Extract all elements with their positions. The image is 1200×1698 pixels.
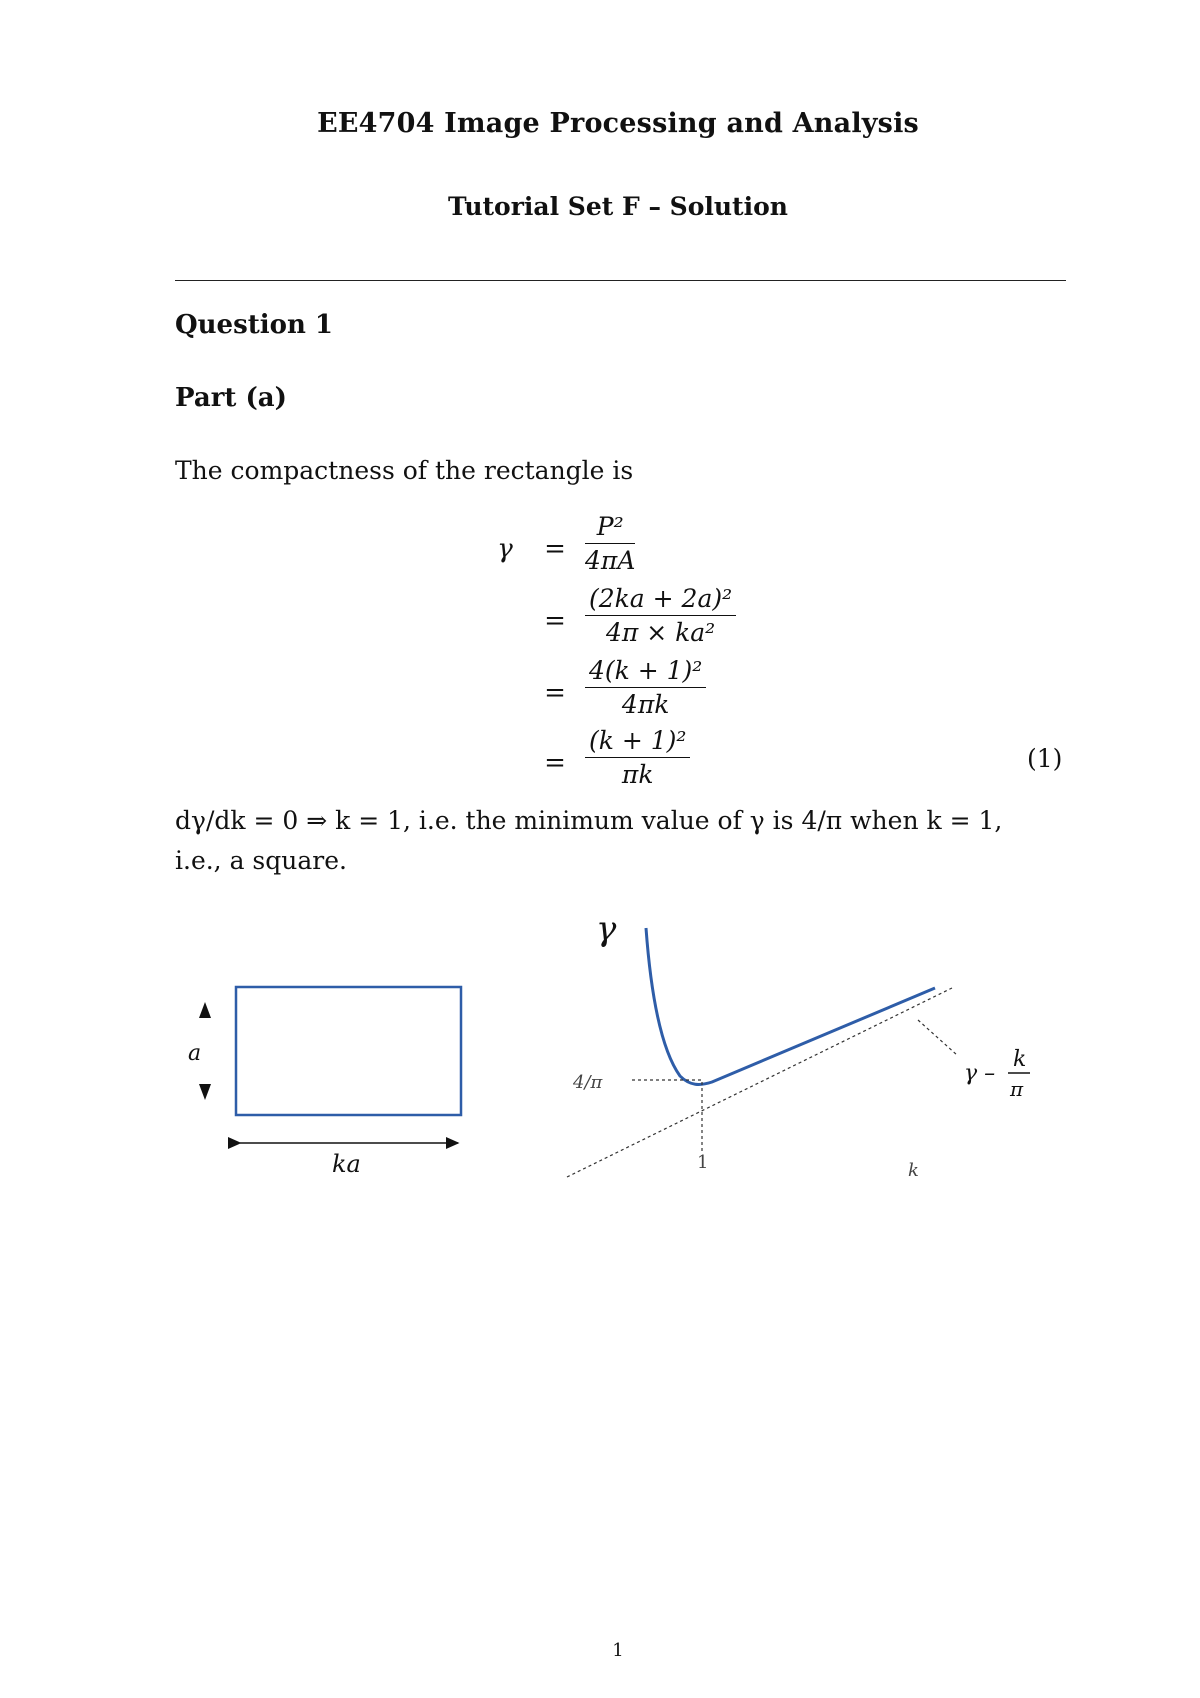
y-axis-label: γ <box>596 909 617 949</box>
intro-text: The compactness of the rectangle is <box>175 456 634 485</box>
conclusion-line-2: i.e., a square. <box>175 846 347 875</box>
x-axis-label: k <box>908 1160 919 1181</box>
fraction-numerator: (2ka + 2a)² <box>585 584 736 616</box>
fraction <box>585 584 736 647</box>
fraction-numerator: 4(k + 1)² <box>585 656 706 688</box>
equals-sign: = <box>544 748 566 778</box>
asymptote-numerator: k <box>1013 1047 1027 1072</box>
fraction-numerator: P² <box>585 512 635 544</box>
document-title: EE4704 Image Processing and Analysis <box>317 108 919 139</box>
equals-sign: = <box>544 606 566 636</box>
equation-number: (1) <box>1027 744 1063 773</box>
rectangle-shape <box>236 987 461 1115</box>
width-label: ka <box>332 1150 361 1178</box>
rectangle-diagram <box>188 987 461 1178</box>
equals-sign: = <box>544 678 566 708</box>
fraction <box>585 726 690 789</box>
gamma-curve <box>646 928 935 1084</box>
fraction-denominator: 4π × ka² <box>605 618 716 647</box>
height-label: a <box>188 1041 202 1066</box>
fraction-numerator: (k + 1)² <box>585 726 690 758</box>
document-subtitle: Tutorial Set F – Solution <box>448 192 788 221</box>
min-value-label: 4/π <box>573 1072 603 1093</box>
asymptote-lhs: γ – <box>964 1061 996 1086</box>
conclusion-line-1: dγ/dk = 0 ⇒ k = 1, i.e. the minimum value of γ is 4/π when k = 1, <box>175 806 1003 835</box>
compactness-plot <box>567 909 1030 1181</box>
horizontal-rule <box>175 280 1066 281</box>
equation-lhs: γ <box>497 534 513 564</box>
asymptote-denominator: π <box>1010 1077 1024 1101</box>
figure <box>0 890 1200 1210</box>
equals-sign: = <box>544 534 566 564</box>
page-number: 1 <box>612 1640 624 1661</box>
asymptote-line <box>567 988 952 1177</box>
asymptote-pointer <box>918 1020 957 1055</box>
fraction-denominator: 4πk <box>621 690 670 719</box>
fraction-denominator: 4πA <box>585 546 636 575</box>
part-heading: Part (a) <box>175 383 287 413</box>
fraction <box>585 512 635 575</box>
arrow-up-icon <box>199 1002 211 1018</box>
arrow-down-icon <box>199 1084 211 1100</box>
min-k-label: 1 <box>697 1152 709 1173</box>
fraction-denominator: πk <box>621 760 654 789</box>
fraction <box>585 656 706 719</box>
question-heading: Question 1 <box>175 310 334 340</box>
